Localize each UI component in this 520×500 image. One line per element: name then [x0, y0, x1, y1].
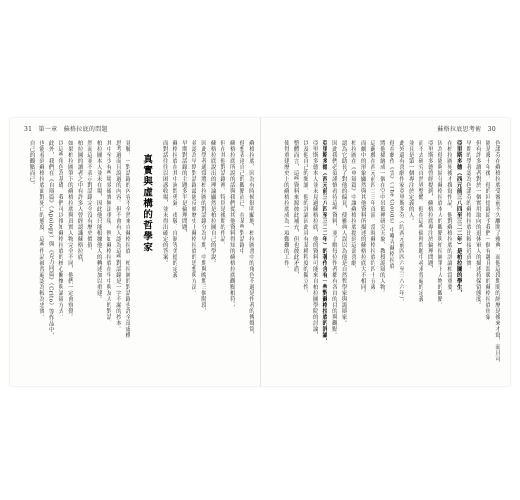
text-line: 將他描繪成一個在空中吊籃裡研究天象、教授詭辯的人物。 [378, 140, 385, 296]
text-line: 他想表達自己的觀點而已。在某些對話錄中， [238, 140, 245, 260]
right-page-text [268, 140, 500, 376]
left-page-header: 31 第一章 蘇格拉底的問題 [24, 126, 108, 133]
text-line: 這齣戲在西元前四二三年首演，當時蘇格拉底約四十五歲， [369, 140, 376, 296]
left-page-text [20, 140, 254, 376]
text-line: 能是幾十年後。他的回憶錄給予我們一個有趣且溫暖的蘇格拉底形象， [484, 140, 491, 326]
text-line: 亞里斯多德（西元前三八四至三二二年）是柏拉圖的學生， [455, 140, 462, 296]
text-line: 色諾芬在蘇格拉底受審前不久離開了雅典，而他這段期間的經歷是後來才寫，而且可 [494, 140, 500, 362]
book-spread [10, 118, 510, 386]
text-line: 以及他自己的閱讀，他的評論因此具有某種程度的獨立性。 [302, 140, 309, 296]
text-line: 柏拉圖本人並未在場，因此他只能根據他人的轉述加以重建。 [95, 140, 102, 302]
text-line: 如果柏拉圖筆下的蘇格拉底與真實人物完全不同，他們一定會察覺。 [66, 140, 73, 320]
text-line: 因為他能夠區分蘇格拉底本人的觀點與柏拉圖筆下人物的觀點。 [436, 140, 443, 308]
text-line: 並認為早期對話錄最能反映歷史上蘇格拉底的思想與方法。 [190, 140, 197, 296]
section-heading: 真實與虛構的哲學家 [141, 154, 153, 253]
text-line: 自己的觀點而已。 [28, 140, 35, 188]
text-line: 見解。一對話錄的內容不全然來自蘇格拉底，柏拉圖的對話錄也許全部虛構， [124, 140, 131, 344]
text-line: 他在劇作《雲》（The Clouds）中嘲弄蘇格拉底， [388, 140, 395, 276]
text-line: 以這些角色為基礎，我們可以推知蘇格拉底的核心關懷與論辯方式。 [57, 140, 64, 320]
text-line: 也能看到蘇格拉底面對死亡的態度，這些作品被普遍認為較為忠實。 [38, 140, 45, 320]
text-line: 因此我們必須謹慎看待這些資料，並了解每位作者都有各自的目的與觀點。 [330, 140, 337, 338]
text-line: 思考過而且說過的內容。但不會有人認為這些對話錄是一字不漏的抄本。 [114, 140, 121, 332]
text-line: 柏拉圖在《申辯篇》中讓蘇格拉底提到這部喜劇， [350, 140, 357, 272]
text-line: 蘇格拉底所說的話與我們從其他資料得知的蘇格拉底觀點相符； [228, 140, 235, 308]
text-line: 早期對話錄的主題多半是倫理問題， [180, 140, 187, 236]
text-line: 此外還有喜劇作家亞里斯多芬（約西元前四四六至三八六年）， [398, 140, 405, 306]
text-line: 但有許多讀者對於一個實用取向的退休軍人的描述持保留態度。 [474, 140, 481, 308]
text-line: 在柏拉圖死後才撰寫作品，他對蘇格拉底的評論相當重要， [446, 140, 453, 296]
text-line: 認為它助長了對他的偏見，使雅典人誤以為他是自然哲學家與詭辯家。 [340, 140, 347, 326]
text-line: 但在其他對話錄裡，特別是後期的作品， [219, 140, 226, 248]
text-line: 早期的學者認為色諾芬的蘇格拉底比較接近真實。 [465, 140, 472, 272]
text-line: 使得重建歷史上的蘇格拉底成為一項艱難的工作。 [282, 140, 289, 272]
text-line: 亞里斯多德曾經提到，蘇格拉底專注於倫理問題， [426, 140, 433, 272]
text-line: 亞里斯多德（西元前三八四至三二二年）的著作含有一些對蘇格拉底的評論。 [321, 140, 328, 344]
text-line: 蘇格拉底，因為有時候很明顯地，柏拉圖書中的角色不過是作者的傳聲筒， [248, 140, 254, 338]
text-line: 蘇格拉底說出的理論顯然是柏拉圖自己的學說。 [209, 140, 216, 266]
text-line: 然而這並不表示對話錄完全沒有歷史價值， [86, 140, 93, 254]
text-line: 其中至少有些場景確實無法重現，例如蘇格拉底在牢中與友人的對話， [105, 140, 112, 326]
text-line: 而劇中的形象顯然與其他資料所描述的蘇格拉底大不相同。 [359, 140, 366, 296]
text-line: 整體而言，這些資料來源彼此補充，但也彼此矛盾， [292, 140, 299, 278]
text-line: 蘇格拉底在其中詢問勇氣、虔敬、自制等美德的定義， [171, 140, 178, 284]
text-line: 而不去研究自然界整體，他在這些倫理問題中尋求普遍的定義， [417, 140, 424, 308]
text-line: 而對話往往以困惑收場，並未得出確定的答案。 [161, 140, 168, 266]
text-line: 柏拉圖的讀者之中有許多人曾經認識蘇格拉底， [76, 140, 83, 266]
right-page-header: 蘇格拉底思考術 30 [437, 126, 496, 133]
page-gutter [260, 118, 261, 386]
text-line: 因此學者通常將柏拉圖的對話錄分為早期、中期與晚期三個階段， [200, 140, 207, 314]
text-line: 亞里斯多德本人並未見過蘇格拉底，他的資料可能來自柏拉圖學院的討論， [311, 140, 318, 338]
text-line: 此外，我們在《自辯篇》（Apology）與《克力同篇》（Crito）等作品中， [47, 140, 54, 339]
text-line: 並且是第一個專注於定義的人。 [407, 140, 414, 224]
